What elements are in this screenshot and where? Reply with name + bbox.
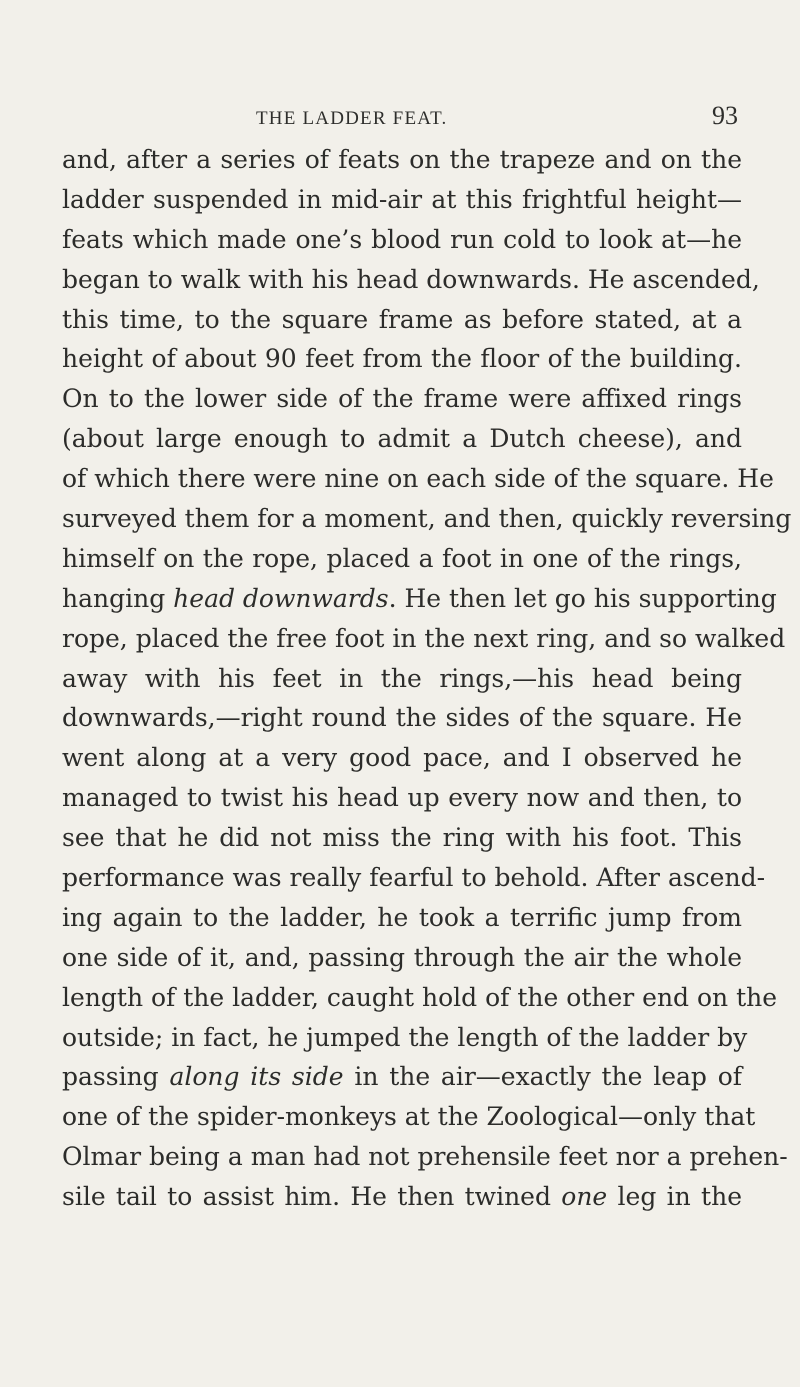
- text-line: [62, 898, 742, 938]
- text-line: [62, 539, 742, 579]
- text-line: [62, 978, 778, 1018]
- text-run: surveyed them for a moment, and then, quickly reversing: [62, 504, 792, 534]
- text-run: began to walk with his head downwards. He ascended,: [62, 264, 760, 294]
- text-run: On to the lower side of the frame were affixed rings: [62, 384, 742, 414]
- text-run: feats which made one’s blood run cold to look at—he: [62, 224, 742, 254]
- text-run: away with his feet in the rings,—his head being: [62, 663, 742, 693]
- text-line: [62, 659, 742, 699]
- text-run: Olmar being a man had not prehensile feet nor a prehen-: [62, 1142, 788, 1172]
- text-run: leg in the: [607, 1182, 742, 1212]
- text-line: [62, 459, 774, 499]
- text-run: . He then let go his supporting: [388, 583, 777, 613]
- text-line: [62, 579, 777, 619]
- text-run: one side of it, and, passing through the air the whole: [62, 942, 742, 972]
- text-line: [62, 698, 742, 738]
- text-line: [62, 300, 742, 340]
- text-line: [62, 499, 792, 539]
- italic-phrase: one: [561, 1182, 608, 1212]
- text-run: outside; in fact, he jumped the length of the ladder by: [62, 1022, 748, 1052]
- text-line: [62, 619, 786, 659]
- text-run: rope, placed the free foot in the next ring, and so walked: [62, 623, 786, 653]
- text-line: [62, 1177, 742, 1217]
- body-paragraph: [62, 140, 792, 1217]
- text-line: [62, 260, 760, 300]
- text-run: hanging: [62, 583, 174, 613]
- text-run: ing again to the ladder, he took a terrific jump from: [62, 902, 742, 932]
- text-run: and, after a series of feats on the trapeze and on the: [62, 145, 742, 174]
- text-line: [62, 1137, 788, 1177]
- text-run: of which there were nine on each side of the square. He: [62, 464, 774, 494]
- text-run: length of the ladder, caught hold of the other end on the: [62, 982, 778, 1012]
- text-run: one of the spider-monkeys at the Zoological—only that: [62, 1102, 756, 1132]
- text-line: [62, 738, 742, 778]
- text-line: [62, 379, 742, 419]
- text-run: performance was really fearful to behold. After ascend-: [62, 863, 766, 893]
- running-head-title: THE LADDER FEAT.: [256, 108, 448, 129]
- text-run: this time, to the square frame as before stated, at a: [62, 304, 742, 334]
- text-line: [62, 818, 742, 858]
- text-line: [62, 1018, 748, 1058]
- text-run: in the air—exactly the leap of: [343, 1062, 743, 1092]
- text-run: ladder suspended in mid-air at this frightful height—: [62, 184, 742, 214]
- text-line: [62, 938, 742, 978]
- text-run: height of about 90 feet from the floor of the building.: [62, 344, 742, 374]
- italic-phrase: head downwards: [173, 583, 389, 613]
- page-number: 93: [712, 101, 738, 130]
- text-line: [62, 1097, 756, 1137]
- text-run: see that he did not miss the ring with his foot. This: [62, 823, 742, 853]
- text-line: [62, 1057, 742, 1097]
- text-run: managed to twist his head up every now and then, to: [62, 783, 742, 813]
- text-line: [62, 858, 766, 898]
- text-line: [62, 140, 742, 180]
- text-line: [62, 339, 742, 379]
- text-line: [62, 419, 742, 459]
- text-run: sile tail to assist him. He then twined: [62, 1182, 562, 1212]
- text-run: (about large enough to admit a Dutch cheese), and: [62, 424, 742, 454]
- text-run: passing: [62, 1062, 170, 1092]
- text-line: [62, 778, 742, 818]
- text-run: himself on the rope, placed a foot in one of the rings,: [62, 543, 742, 573]
- text-run: downwards,—right round the sides of the square. He: [62, 703, 742, 733]
- text-run: went along at a very good pace, and I observed he: [62, 743, 742, 773]
- text-line: [62, 180, 742, 220]
- text-line: [62, 220, 742, 260]
- italic-phrase: along its side: [169, 1062, 344, 1092]
